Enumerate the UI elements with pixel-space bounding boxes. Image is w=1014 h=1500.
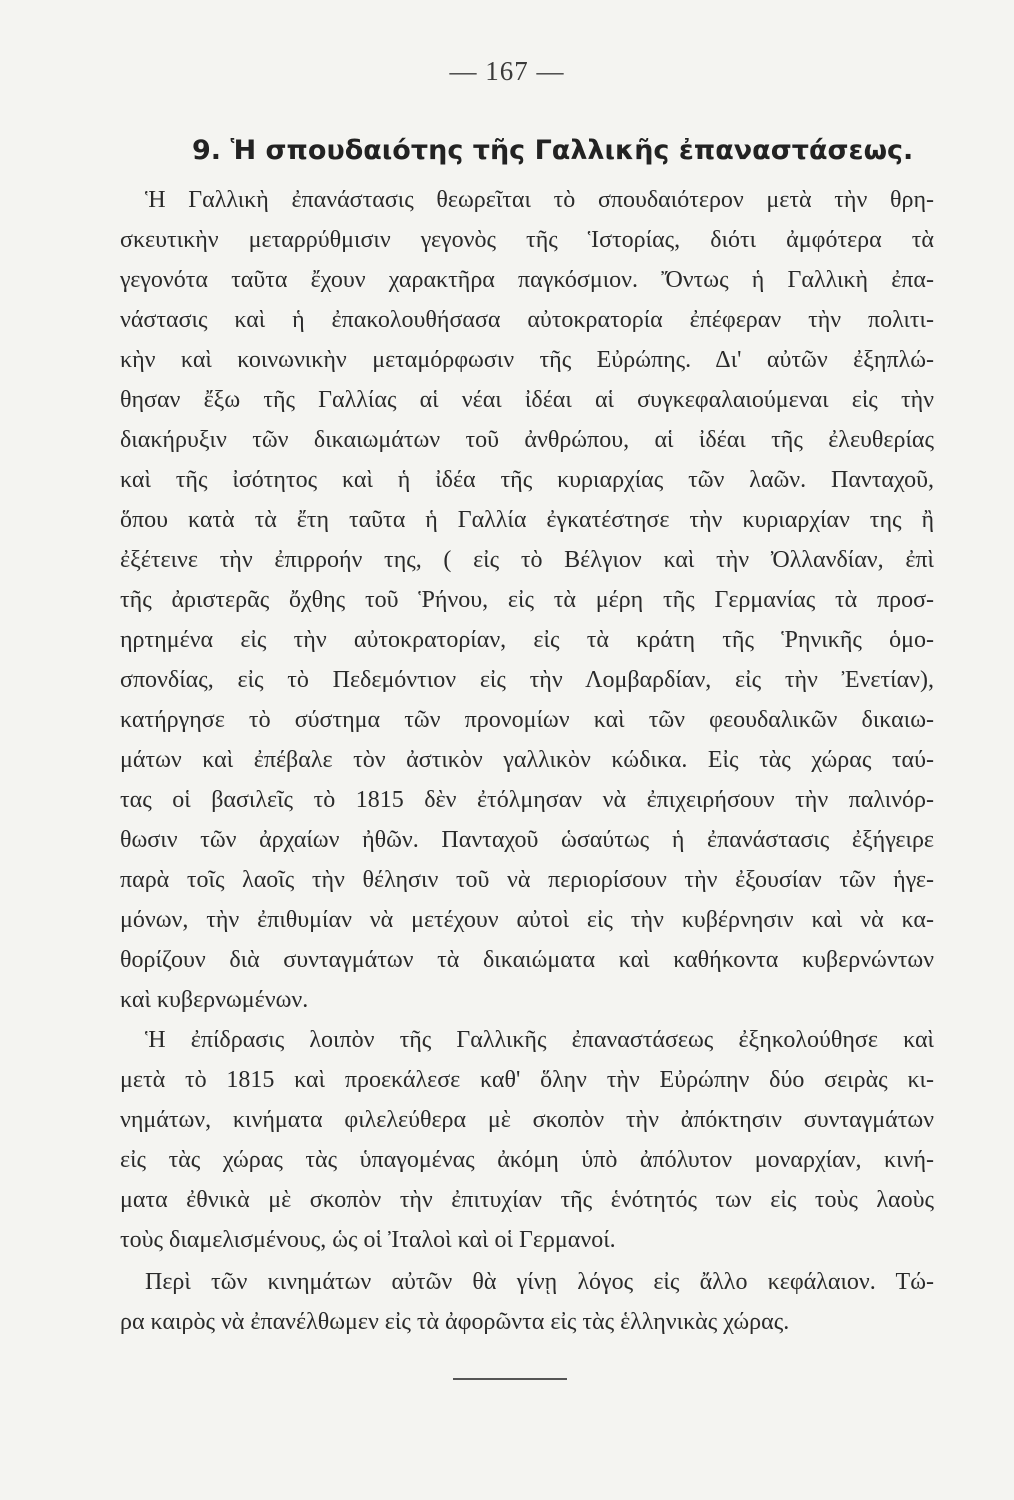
text-line: τῆς ἀριστερᾶς ὄχθης τοῦ Ῥήνου, εἰς τὰ μέρη τῆς Γερμανίας τὰ προσ- [120, 587, 934, 613]
text-line: ματα ἐθνικὰ μὲ σκοπὸν τὴν ἐπιτυχίαν τῆς ἑνότητός των εἰς τοὺς λαοὺς [120, 1187, 934, 1213]
text-line: γεγονότα ταῦτα ἔχουν χαρακτῆρα παγκόσμιον. Ὄντως ἡ Γαλλικὴ ἐπα- [120, 267, 934, 293]
text-line: καὶ κυβερνωμένων. [120, 987, 309, 1013]
page-number: — 167 — [449, 56, 565, 86]
text-line: θορίζουν διὰ συνταγμάτων τὰ δικαιώματα καὶ καθήκοντα κυβερνώντων [120, 947, 934, 973]
text-line: σκευτικὴν μεταρρύθμισιν γεγονὸς τῆς Ἱστορίας, διότι ἀμφότερα τὰ [120, 227, 934, 253]
text-line: θωσιν τῶν ἀρχαίων ἠθῶν. Πανταχοῦ ὡσαύτως ἡ ἐπανάστασις ἐξήγειρε [120, 827, 934, 853]
text-line: μόνων, τὴν ἐπιθυμίαν νὰ μετέχουν αὐτοὶ εἰς τὴν κυβέρνησιν καὶ νὰ κα- [120, 907, 934, 933]
text-line: κὴν καὶ κοινωνικὴν μεταμόρφωσιν τῆς Εὐρώπης. Δι' αὐτῶν ἐξηπλώ- [120, 347, 934, 373]
text-line: παρὰ τοῖς λαοῖς τὴν θέλησιν τοῦ νὰ περιορίσουν τὴν ἐξουσίαν τῶν ἡγε- [120, 867, 934, 893]
text-line: κατήργησε τὸ σύστημα τῶν προνομίων καὶ τῶν φεουδαλικῶν δικαιω- [120, 707, 934, 733]
text-line: Ἡ Γαλλικὴ ἐπανάστασις θεωρεῖται τὸ σπουδαιότερον μετὰ τὴν θρη- [145, 187, 934, 213]
text-line: εἰς τὰς χώρας τὰς ὑπαγομένας ἀκόμη ὑπὸ ἀπόλυτον μοναρχίαν, κινή- [120, 1147, 934, 1173]
text-line: διακήρυξιν τῶν δικαιωμάτων τοῦ ἀνθρώπου, αἱ ἰδέαι τῆς ἐλευθερίας [120, 427, 934, 453]
text-line: θησαν ἔξω τῆς Γαλλίας αἱ νέαι ἰδέαι αἱ συγκεφαλαιούμεναι εἰς τὴν [120, 387, 934, 413]
text-line: καὶ τῆς ἰσότητος καὶ ἡ ἰδέα τῆς κυριαρχίας τῶν λαῶν. Πανταχοῦ, [120, 467, 934, 493]
text-line: σπονδίας, εἰς τὸ Πεδεμόντιον εἰς τὴν Λομβαρδίαν, εἰς τὴν Ἐνετίαν), [120, 667, 934, 693]
text-line: μάτων καὶ ἐπέβαλε τὸν ἀστικὸν γαλλικὸν κώδικα. Εἰς τὰς χώρας ταύ- [120, 747, 934, 773]
text-line: Περὶ τῶν κινημάτων αὐτῶν θὰ γίνῃ λόγος εἰς ἄλλο κεφάλαιον. Τώ- [145, 1269, 934, 1295]
text-line: ἐξέτεινε τὴν ἐπιρροήν της, ( εἰς τὸ Βέλγιον καὶ τὴν Ὀλλανδίαν, ἐπὶ [120, 547, 934, 573]
section-title: 9. Ἡ σπουδαιότης τῆς Γαλλικῆς ἐπαναστάσεως. [192, 135, 914, 166]
text-line: τας οἱ βασιλεῖς τὸ 1815 δὲν ἐτόλμησαν νὰ ἐπιχειρήσουν τὴν παλινόρ- [120, 787, 934, 813]
text-line: ηρτημένα εἰς τὴν αὐτοκρατορίαν, εἰς τὰ κράτη τῆς Ῥηνικῆς ὁμο- [120, 627, 934, 653]
text-line: νημάτων, κινήματα φιλελεύθερα μὲ σκοπὸν τὴν ἀπόκτησιν συνταγμάτων [120, 1107, 934, 1133]
text-line: νάστασις καὶ ἡ ἐπακολουθήσασα αὐτοκρατορία ἐπέφεραν τὴν πολιτι- [120, 307, 934, 333]
text-line: μετὰ τὸ 1815 καὶ προεκάλεσε καθ' ὅλην τὴν Εὐρώπην δύο σειρὰς κι- [120, 1067, 934, 1093]
text-line: Ἡ ἐπίδρασις λοιπὸν τῆς Γαλλικῆς ἐπαναστάσεως ἐξηκολούθησε καὶ [145, 1027, 934, 1053]
text-line: τοὺς διαμελισμένους, ὡς οἱ Ἰταλοὶ καὶ οἱ Γερμανοί. [120, 1227, 616, 1253]
text-line: ὅπου κατὰ τὰ ἔτη ταῦτα ἡ Γαλλία ἐγκατέστησε τὴν κυριαρχίαν της ἢ [120, 507, 934, 533]
text-line: ρα καιρὸς νὰ ἐπανέλθωμεν εἰς τὰ ἀφορῶντα εἰς τὰς ἑλληνικὰς χώρας. [120, 1309, 790, 1335]
section-divider [453, 1378, 567, 1380]
